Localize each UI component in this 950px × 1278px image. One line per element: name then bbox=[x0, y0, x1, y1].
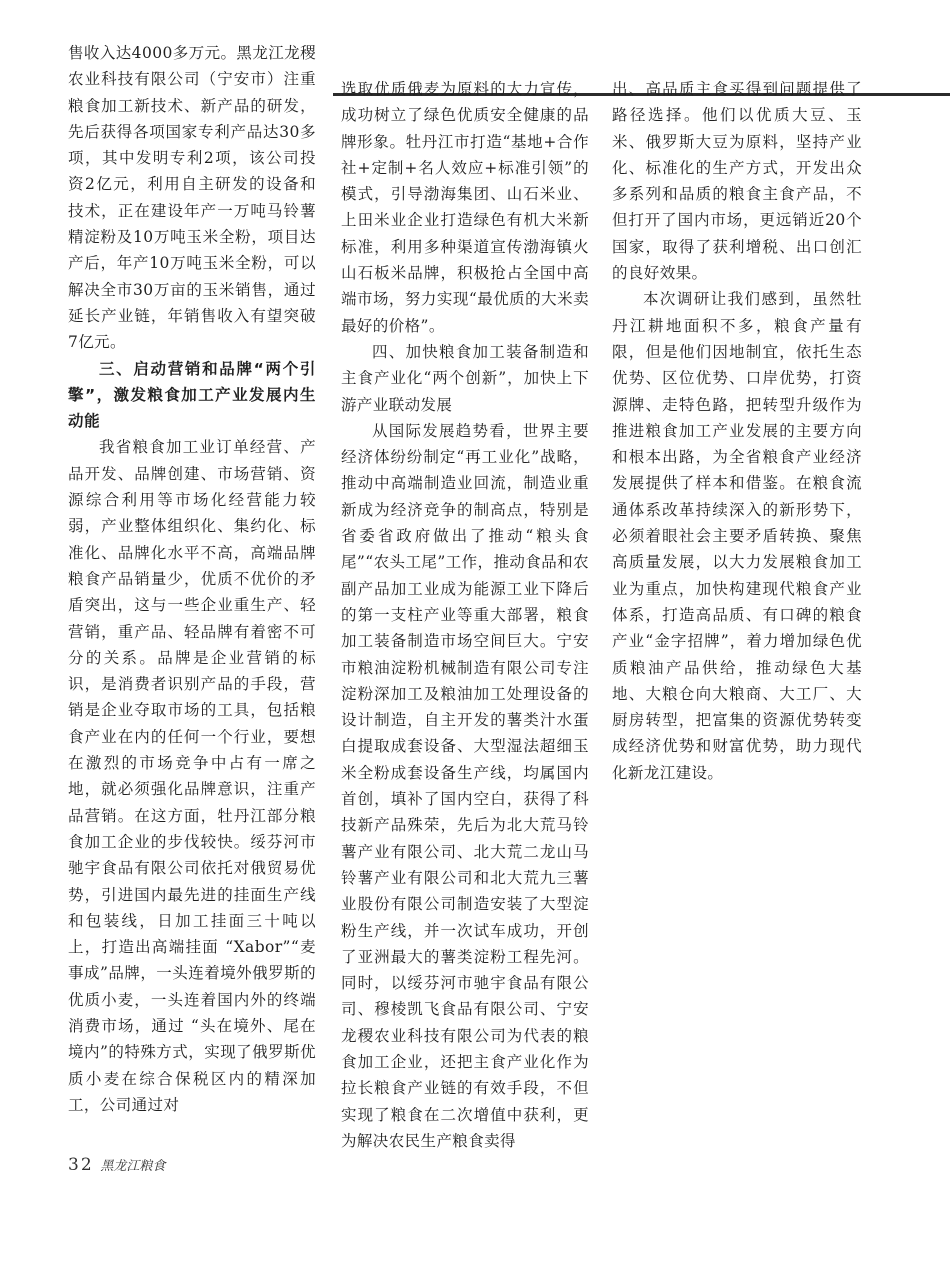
magazine-name: 黑龙江粮食 bbox=[100, 1159, 166, 1174]
page-footer bbox=[68, 1155, 165, 1175]
paragraph: 出、高品质主食买得到问题提供了路径选择。他们以优质大豆、玉米、俄罗斯大豆为原料，坚持产业化、标准化的生产方式，开发出众多系列和品质的粮食主食产品，不但打开了国内市场，更远销近20个国家，取得了获利增税、出口创汇的良好效果。 bbox=[612, 80, 862, 283]
page-number: 32 bbox=[68, 1155, 94, 1175]
paragraph: 从国际发展趋势看，世界主要经济体纷纷制定“再工业化”战略，推动中高端制造业回流，制造业重新成为经济竞争的制高点，特别是省委省政府做出了推动“粮头食尾”“农头工尾”工作，推动食品和农副产品加工业成为能源工业下降后的第一支柱产业等重大部署，粮食加工装备制造市场空间巨大。宁安市粮油淀粉机械制造有限公司专注淀粉深加工及粮油加工处理设备的设计制造，自主开发的薯类汁水蛋白提取成套设备、大型湿法超细玉米全粉成套设备生产线，均属国内首创，填补了国内空白，获得了科技新产品殊荣，先后为北大荒马铃薯产业有限公司、北大荒二龙山马铃薯产业有限公司和北大荒九三薯业股份有限公司制造安装了大型淀粉生产线，并一次试车成功，开创了亚洲最大的薯类淀粉工程先河。同时，以绥芬河市驰宇食品有限公司、穆棱凯飞食品有限公司、宁安龙稷农业科技有限公司为代表的粮食加工企业，还把主食产业化作为拉长粮食产业链的有效手段，不但实现了粮食在二次增值中获利，更为解决农民生产粮食卖得 bbox=[341, 421, 589, 1150]
paragraph: 我省粮食加工业订单经营、产品开发、品牌创建、市场营销、资源综合利用等市场化经营能力较弱，产业整体组织化、集约化、标准化、品牌化水平不高，高端品牌粮食产品销量少，优质不优价的矛盾突出，这与一些企业重生产、轻营销，重产品、轻品牌有着密不可分的关系。品牌是企业营销的标识，是消费者识别产品的手段，营销是企业夺取市场的工具，包括粮食产业在内的任何一个行业，要想在激烈的市场竞争中占有一席之地，就必须强化品牌意识，注重产品营销。在这方面，牡丹江部分粮食加工企业的步伐较快。绥芬河市驰宇食品有限公司依托对俄贸易优势，引进国内最先进的挂面生产线和包装线，日加工挂面三十吨以上，打造出高端挂面 “Xabor”“麦事成”品牌，一头连着境外俄罗斯的优质小麦，一头连着国内外的终端消费市场，通过 “头在境外、尾在境内”的特殊方式，实现了俄罗斯优质小麦在综合保税区内的精深加工，公司通过对 bbox=[68, 438, 316, 1114]
article-column-1 bbox=[68, 40, 316, 1118]
section-heading: 四、加快粮食加工装备制造和主食产业化“两个创新”，加快上下游产业联动发展 bbox=[341, 342, 589, 414]
article-column-3 bbox=[612, 76, 862, 786]
section-heading: 三、启动营销和品牌“两个引擎”，激发粮食加工产业发展内生动能 bbox=[68, 359, 316, 431]
article-column-2 bbox=[341, 76, 589, 1154]
paragraph: 本次调研让我们感到，虽然牡丹江耕地面积不多，粮食产量有限，但是他们因地制宜，依托生态优势、区位优势、口岸优势，打资源牌、走特色路，把转型升级作为推进粮食加工产业发展的主要方向和根本出路，为全省粮食产业经济发展提供了样本和借鉴。在粮食流通体系改革持续深入的新形势下，必须着眼社会主要矛盾转换、聚焦高质量发展，以大力发展粮食加工业为重点，加快构建现代粮食产业体系，打造高品质、有口碑的粮食产业“金字招牌”，着力增加绿色优质粮油产品供给，推动绿色大基地、大粮仓向大粮商、大工厂、大厨房转型，把富集的资源优势转变成经济优势和财富优势，助力现代化新龙江建设。 bbox=[612, 290, 862, 782]
paragraph: 选取优质俄麦为原料的大力宣传，成功树立了绿色优质安全健康的品牌形象。牡丹江市打造“基地+合作社+定制+名人效应+标准引领”的模式，引导渤海集团、山石米业、上田米业企业打造绿色有机大米新标准，利用多种渠道宣传渤海镇火山石板米品牌，积极抢占全国中高端市场，努力实现“最优质的大米卖最好的价格”。 bbox=[341, 80, 589, 335]
paragraph: 售收入达4000多万元。黑龙江龙稷农业科技有限公司（宁安市）注重粮食加工新技术、新产品的研发，先后获得各项国家专利产品达30多项，其中发明专利2项，该公司投资2亿元，利用自主研发的设备和技术，正在建设年产一万吨马铃薯精淀粉及10万吨玉米全粉，项目达产后，年产10万吨玉米全粉，可以解决全市30万亩的玉米销售，通过延长产业链，年销售收入有望突破7亿元。 bbox=[68, 44, 316, 352]
